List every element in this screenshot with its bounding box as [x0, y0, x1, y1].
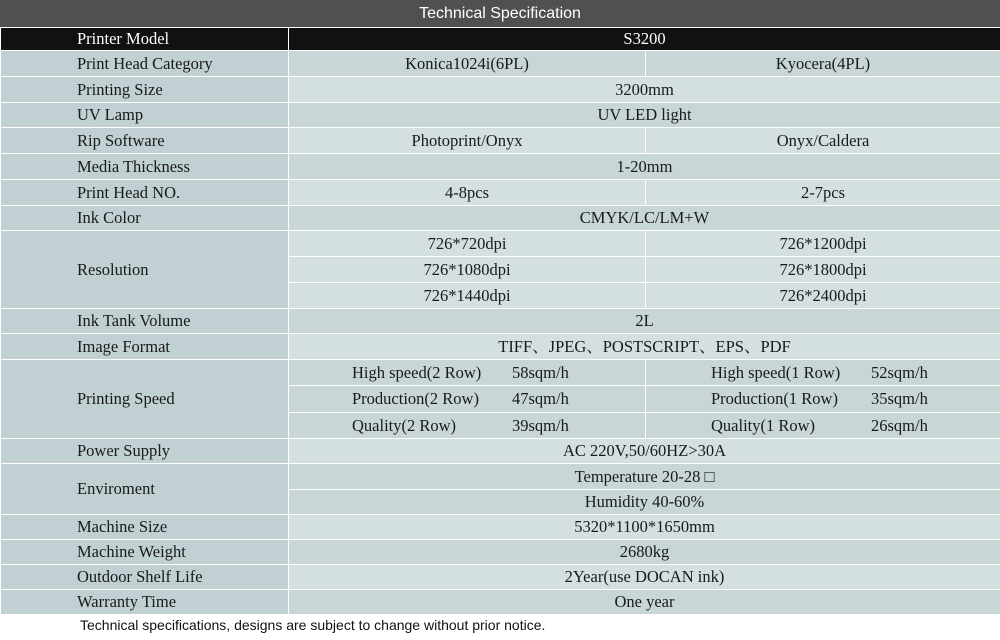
row-value: UV LED light	[289, 103, 1000, 128]
table-row	[1, 180, 1000, 206]
row-value: AC 220V,50/60HZ>30A	[289, 439, 1000, 464]
table-row	[1, 464, 1000, 490]
row-value: 726*2400dpi	[646, 283, 1000, 309]
row-value: Humidity 40-60%	[289, 490, 1000, 515]
row-value: 726*1080dpi	[289, 257, 646, 283]
table-row	[1, 206, 1000, 231]
speed-mode: Production(1 Row)	[711, 389, 838, 408]
speed-mode: High speed(1 Row)	[711, 362, 841, 382]
row-label: Media Thickness	[1, 154, 289, 180]
footnote: Technical specifications, designs are subject to change without prior notice.	[80, 617, 546, 633]
row-label: Print Head NO.	[1, 180, 289, 206]
row-value: 5320*1100*1650mm	[289, 515, 1000, 540]
row-value: One year	[289, 590, 1000, 615]
row-label: Power Supply	[1, 439, 289, 464]
speed-rate: 58sqm/h	[512, 362, 569, 382]
row-label: Image Format	[1, 334, 289, 360]
row-label: Warranty Time	[1, 590, 289, 615]
row-label: Machine Size	[1, 515, 289, 540]
row-value: 2680kg	[289, 540, 1000, 565]
table-row	[1, 334, 1000, 360]
row-value: TIFF、JPEG、POSTSCRIPT、EPS、PDF	[289, 334, 1000, 360]
table-row	[1, 51, 1000, 77]
row-value: 726*1800dpi	[646, 257, 1000, 283]
table-row	[1, 77, 1000, 103]
speed-cell	[646, 386, 1000, 413]
row-label: Rip Software	[1, 128, 289, 154]
spec-table	[0, 27, 1000, 615]
table-row	[1, 103, 1000, 128]
speed-rate: 35sqm/h	[871, 389, 928, 408]
speed-mode: High speed(2 Row)	[352, 362, 482, 382]
row-label: UV Lamp	[1, 103, 289, 128]
row-label: Printer Model	[1, 28, 289, 51]
table-row	[1, 590, 1000, 615]
row-label: Machine Weight	[1, 540, 289, 565]
row-value: 726*1200dpi	[646, 231, 1000, 257]
row-label: Enviroment	[1, 464, 289, 515]
table-row	[1, 231, 1000, 257]
speed-rate: 47sqm/h	[512, 389, 569, 408]
table-row	[1, 565, 1000, 590]
table-row	[1, 154, 1000, 180]
speed-cell	[289, 413, 646, 439]
row-label: Ink Tank Volume	[1, 309, 289, 334]
row-value: 2Year(use DOCAN ink)	[289, 565, 1000, 590]
speed-cell	[289, 360, 646, 386]
row-label: Print Head Category	[1, 51, 289, 77]
table-row	[1, 515, 1000, 540]
row-value: 4-8pcs	[289, 180, 646, 206]
speed-rate: 52sqm/h	[871, 362, 928, 382]
table-row	[1, 28, 1000, 51]
row-value: CMYK/LC/LM+W	[289, 206, 1000, 231]
row-value: 726*720dpi	[289, 231, 646, 257]
speed-cell	[289, 386, 646, 413]
table-row	[1, 360, 1000, 386]
row-label: Printing Size	[1, 77, 289, 103]
speed-rate: 26sqm/h	[871, 415, 928, 435]
row-value: Photoprint/Onyx	[289, 128, 646, 154]
row-value: 2-7pcs	[646, 180, 1000, 206]
row-value: Kyocera(4PL)	[646, 51, 1000, 77]
table-row	[1, 309, 1000, 334]
row-value: S3200	[289, 28, 1000, 51]
row-value: 2L	[289, 309, 1000, 334]
row-value: Temperature 20-28 □	[289, 464, 1000, 490]
speed-cell	[646, 360, 1000, 386]
table-title: Technical Specification	[0, 0, 1000, 27]
row-label: Printing Speed	[1, 360, 289, 439]
speed-rate: 39sqm/h	[512, 415, 569, 435]
speed-mode: Production(2 Row)	[352, 389, 479, 408]
row-value: 1-20mm	[289, 154, 1000, 180]
speed-mode: Quality(1 Row)	[711, 415, 816, 435]
table-row	[1, 128, 1000, 154]
row-value: 3200mm	[289, 77, 1000, 103]
row-label: Resolution	[1, 231, 289, 309]
speed-cell	[646, 413, 1000, 439]
speed-mode: Quality(2 Row)	[352, 415, 457, 435]
row-value: 726*1440dpi	[289, 283, 646, 309]
table-row	[1, 540, 1000, 565]
row-value: Konica1024i(6PL)	[289, 51, 646, 77]
row-value: Onyx/Caldera	[646, 128, 1000, 154]
row-label: Outdoor Shelf Life	[1, 565, 289, 590]
row-label: Ink Color	[1, 206, 289, 231]
table-row	[1, 439, 1000, 464]
